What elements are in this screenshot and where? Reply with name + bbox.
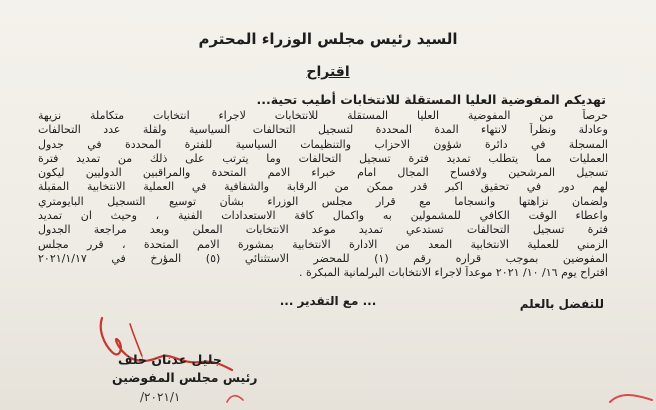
red-ink-mark-icon xyxy=(606,388,656,410)
signer-name: جليل عدنان خلف xyxy=(118,352,222,367)
document-heading: اقتراح xyxy=(306,64,350,80)
body-line: المفوضين بموجب قراره رقم (١) للمحضر الاستثنائي (٥) المؤرخ في ٢٠٢١/١/١٧ xyxy=(38,251,608,265)
greeting-line: تهديكم المفوضية العليا المستقلة للانتخابات أطيب تحية... xyxy=(256,92,606,107)
body-line: حرصاً من المفوضية العليا المستقلة للانتخابات لاجراء انتخابات متكاملة نزيهة xyxy=(38,109,608,122)
letter-body xyxy=(38,109,608,281)
body-line: واعطاء الوقت الكافي للمشمولين به واكمال كافة الاستعدادات الفنية ، وحيث ان تمديد xyxy=(38,209,608,223)
body-line: تسجيل المرشحين ولافساح المجال امام خبراء الامم المتحدة والمراقبين الدوليين ليكون xyxy=(38,166,608,180)
closing-note: للتفضل بالعلم xyxy=(519,297,604,311)
body-line: فترة تسجيل التحالفات تستدعي تمديد موعد الانتخابات المعلن وبعد مراجعة الجدول xyxy=(38,223,608,237)
body-line: وعادلة ونظراً لانتهاء المدة المحددة لتسجيل التحالفات السياسية ولقلة عدد التحالفات xyxy=(38,123,608,137)
signer-title: رئيس مجلس المفوضين xyxy=(112,370,258,385)
body-line: الزمني للعملية الانتخابية المعد من الادارة الانتخابية بمشورة الامم المتحدة ، قرر مجلس xyxy=(38,237,608,251)
red-ink-mark-icon xyxy=(225,392,245,406)
addressee-line: السيد رئيس مجلس الوزراء المحترم xyxy=(198,30,458,48)
signature-date: ٢٠٢١/١/ xyxy=(140,390,181,404)
body-line: المسجلة في دائرة شؤون الاحزاب والتنظيمات السياسية للفترة المحددة في جدول xyxy=(38,137,608,151)
body-line: لهم دور في تحقيق اكبر قدر ممكن من الرقابة والشفافية في العملية الانتخابية المقبلة xyxy=(38,180,608,194)
body-line: العمليات مما يتطلب تمديد فترة تسجيل التحالفات وما يترتب على ذلك من تمديد فترة xyxy=(38,151,608,165)
closing-regards: ... مع التقدير ... xyxy=(279,294,377,308)
body-line: اقتراح يوم ١٦/ ١٠/ ٢٠٢١ موعداً لاجراء الانتخابات البرلمانية المبكرة . xyxy=(298,266,608,280)
body-line: ولضمان نزاهتها وانسجاما مع قرار مجلس الوزراء بشأن توسيع التسجيل البايومتري xyxy=(38,194,608,208)
